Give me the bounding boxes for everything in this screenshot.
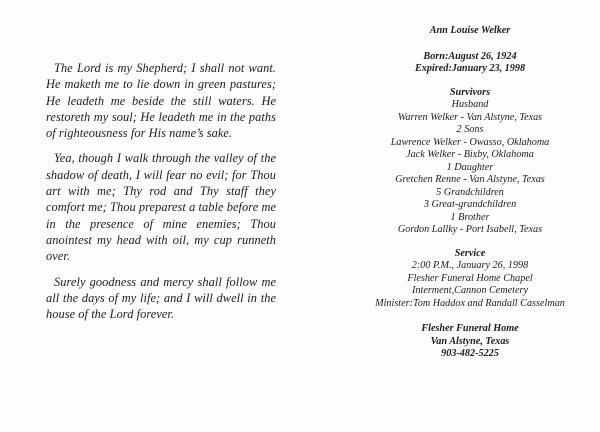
obituary-panel: [360, 25, 580, 361]
psalm-paragraph-3: Surely goodness and mercy shall follow me all the days of my life; and I will dwell in the house of the Lord forever.: [46, 274, 276, 322]
survivor-line: Gretchen Renne - Van Alstyne, Texas: [395, 174, 545, 185]
service-line: Interment,Cannon Cemetery: [412, 285, 528, 296]
service-heading: Service: [454, 247, 486, 259]
survivor-line: Husband: [451, 99, 489, 110]
survivor-line: Lawrence Welker - Owasso, Oklahoma: [390, 136, 550, 148]
funeral-home-name: Flesher Funeral Home: [421, 323, 519, 334]
survivors-heading: Survivors: [449, 86, 491, 98]
survivor-line: 2 Sons: [456, 124, 484, 135]
birth-date: Born:August 26, 1924: [423, 50, 517, 62]
survivor-line: 3 Great-grandchildren: [423, 199, 517, 210]
survivor-line: 1 Daughter: [446, 161, 494, 173]
survivor-line: Jack Welker - Bixby, Oklahoma: [406, 149, 534, 160]
psalm-paragraph-1: The Lord is my Shepherd; I shall not want. He maketh me to lie down in green pastures; He leadeth me beside the still waters. He restoreth my soul; He leadeth me in the paths of righteousness for His name’s sake.: [46, 61, 276, 141]
survivor-line: 5 Grandchildren: [436, 186, 504, 198]
psalm-23-text: [46, 60, 276, 331]
funeral-home-phone: 903-482-5225: [441, 348, 499, 359]
service-line: 2:00 P.M., January 26, 1998: [411, 260, 529, 271]
deceased-name: Ann Louise Welker: [429, 25, 511, 36]
service-line: Flesher Funeral Home Chapel: [407, 272, 533, 284]
service-line: Minister:Tom Haddox and Randall Casselman: [375, 297, 565, 309]
survivor-line: Warren Welker - Van Alstyne, Texas: [397, 111, 543, 123]
survivor-line: Gordon Lallky - Port Isabell, Texas: [397, 224, 543, 235]
psalm-paragraph-2: Yea, though I walk through the valley of the shadow of death, I will fear no evil; for Thou art with me; Thy rod and Thy staff they comfort me; Thou preparest a table before me in the presence of mine enemies; Thou anointest my head with oil, my cup runneth over.: [46, 151, 276, 264]
funeral-home-city: Van Alstyne, Texas: [430, 335, 510, 347]
survivor-line: 1 Brother: [450, 211, 490, 223]
death-date: Expired:January 23, 1998: [414, 63, 526, 74]
